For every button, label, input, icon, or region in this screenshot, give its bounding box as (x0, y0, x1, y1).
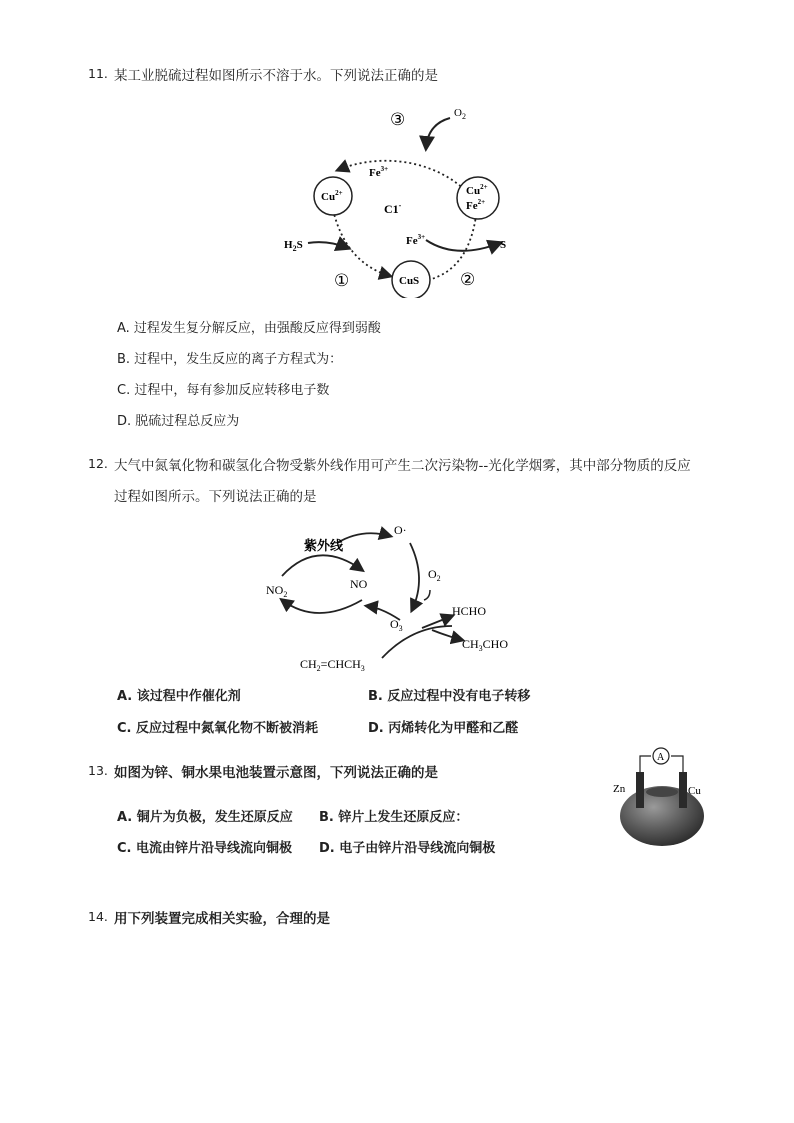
question-11-number: 11. (88, 66, 108, 81)
question-13-option-b[interactable]: B. 锌片上发生还原反应： (319, 810, 469, 825)
s-outflow-arrow (426, 240, 500, 251)
hcho-label: HCHO (452, 604, 487, 618)
h2s-label: $H_2S$ (284, 239, 303, 253)
question-12-option-d[interactable]: D. 丙烯转化为甲醛和乙醛 (368, 721, 519, 736)
o2-join-arrow (424, 590, 430, 600)
ultraviolet-label: 紫外线 (304, 539, 344, 554)
question-14-stem: 用下列装置完成相关实验，合理的是 (114, 911, 330, 927)
question-12-option-b[interactable]: B. 反应过程中没有电子转移 (368, 689, 531, 704)
cu2-left-label: $Cu^{2+}$ (321, 189, 343, 203)
o2-label: $O_2$ (428, 567, 441, 583)
cu2-right-label: $Cu^{2+}$ (466, 183, 488, 197)
cu-electrode (679, 772, 687, 808)
fruit-battery-diagram (608, 742, 718, 850)
question-11-option-b[interactable]: B. 过程中，发生反应的离子方程式为： (117, 352, 343, 367)
question-11-option-c[interactable]: C. 过程中，每有参加反应转移电子数 (117, 383, 330, 398)
o-radical-to-o3-arrow (410, 543, 419, 610)
step-2-label: ② (460, 270, 476, 289)
question-11-option-d[interactable]: D. 脱硫过程总反应为 (117, 414, 240, 429)
cus-label: CuS (399, 275, 420, 287)
o2-label: $O_2$ (454, 107, 466, 121)
fe3-top-label: $Fe^{3+}$ (369, 165, 389, 179)
question-12-stem-line1: 大气中氮氧化物和碳氢化合物受紫外线作用可产生二次污染物--光化学烟雾，其中部分物质的反应 (114, 458, 691, 474)
cu-label: Cu (688, 785, 701, 797)
zn-label: Zn (613, 783, 626, 795)
question-12-option-a[interactable]: A. 该过程中作催化剂 (117, 689, 241, 704)
propene-label: $CH_2=CHCH_3$ (300, 657, 365, 673)
o2-inflow-arrow (426, 118, 450, 148)
fe2-right-label: $Fe^{2+}$ (466, 198, 486, 212)
o3-label: $O_3$ (390, 617, 403, 633)
ch3cho-label: $CH_3CHO$ (462, 637, 509, 653)
question-13-number: 13. (88, 763, 108, 778)
step-3-label: ③ (390, 110, 406, 129)
fe3-mid-label: $Fe^{3+}$ (406, 233, 426, 247)
ammeter-label: A (657, 752, 665, 763)
question-13-option-a[interactable]: A. 铜片为负极，发生还原反应 (117, 810, 293, 825)
question-13-stem: 如图为锌、铜水果电池装置示意图，下列说法正确的是 (114, 765, 438, 781)
h2s-inflow-arrow (308, 242, 348, 248)
question-13-option-d[interactable]: D. 电子由锌片沿导线流向铜极 (319, 841, 496, 856)
o-radical-label: O· (394, 523, 407, 537)
no2-label: $NO_2$ (266, 583, 288, 599)
sulfur-label: S (500, 239, 507, 251)
no2-to-no-arrow (282, 555, 362, 576)
no-label: NO (350, 577, 368, 591)
question-12-stem-line2: 过程如图所示。下列说法正确的是 (114, 489, 317, 505)
zn-electrode (636, 772, 644, 808)
photochemical-smog-diagram (262, 518, 532, 678)
step-1-label: ① (334, 271, 350, 290)
question-13-option-c[interactable]: C. 电流由锌片沿导线流向铜极 (117, 841, 293, 856)
question-11-option-a[interactable]: A. 过程发生复分解反应，由强酸反应得到弱酸 (117, 321, 381, 336)
no-to-no2-arrow (282, 600, 362, 613)
uv-to-o-radical-arrow (337, 533, 390, 543)
question-12-option-c[interactable]: C. 反应过程中氮氧化物不断被消耗 (117, 721, 319, 736)
cycle-arc-left (333, 210, 390, 276)
desulfurization-cycle-diagram (278, 98, 518, 298)
question-14-number: 14. (88, 909, 108, 924)
chloride-label: C1- (384, 201, 402, 216)
question-12-number: 12. (88, 456, 108, 471)
cycle-arc-top (338, 161, 468, 193)
fruit-stem-area (646, 787, 678, 797)
question-11-stem: 某工业脱硫过程如图所示不溶于水。下列说法正确的是 (114, 68, 438, 84)
to-ch3cho-arrow (432, 630, 462, 640)
